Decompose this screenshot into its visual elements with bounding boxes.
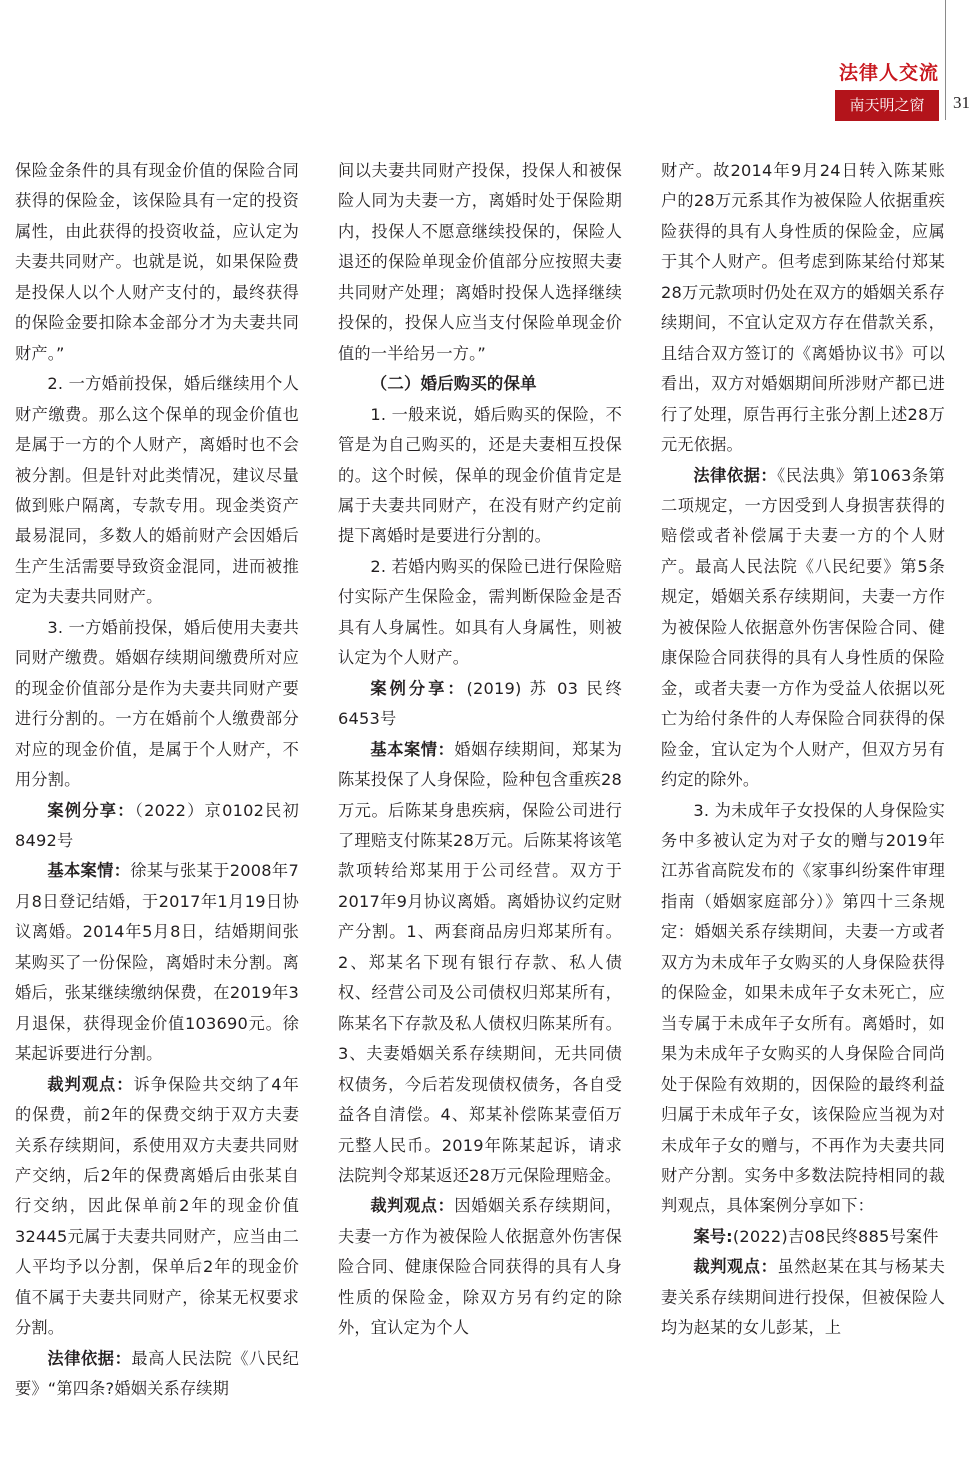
subsection-heading: （二）婚后购买的保单: [370, 374, 537, 394]
paragraph: [15, 369, 299, 613]
paragraph-text: (2019) 苏 03 民终6453号: [338, 678, 622, 729]
paragraph: [661, 796, 945, 1222]
paragraph-text: 3. 一方婚前投保，婚后使用夫妻共同财产缴费。婚姻存续期间缴费所对应的现金价值部分是作为夫妻共同财产要进行分割的。一方在婚前个人缴费部分对应的现金价值，是属于个人财产，不用分割。: [15, 617, 299, 790]
paragraph: [15, 156, 299, 369]
column-name-badge: 南天明之窗: [835, 90, 939, 121]
paragraph: [338, 156, 622, 369]
paragraph-lead: 基本案情：: [370, 739, 455, 759]
paragraph: [15, 1344, 299, 1405]
text-column-2: [338, 156, 622, 1456]
paragraph-lead: 裁判观点：: [47, 1074, 134, 1094]
paragraph-text: 财产。故2014年9月24日转入陈某账户的28万元系其作为被保险人依据重疾险获得的具有人身性质的保险金，应属于其个人财产。但考虑到陈某给付郑某28万元款项时仍处在双方的婚姻关系存续期间，不宜认定双方存在借款关系，且结合双方签订的《离婚协议书》可以看出，双方对婚姻期间所涉财产都已进行了处理，原告再行主张分割上述28万元无依据。: [661, 161, 945, 455]
paragraph-text: 2. 一方婚前投保，婚后继续用个人财产缴费。那么这个保单的现金价值也是属于一方的个人财产，离婚时也不会被分割。但是针对此类情况，建议尽量做到账户隔离，专款专用。现金类资产最易混同，多数人的婚前财产会因婚后生产生活需要导致资金混同，进而被推定为夫妻共同财产。: [15, 374, 299, 607]
paragraph-text: （2022）京0102民初8492号: [15, 800, 299, 850]
paragraph-lead: 基本案情：: [47, 861, 131, 881]
paragraph-text: (2022)吉08民终885号案件: [732, 1226, 939, 1246]
paragraph-text: 间以夫妻共同财产投保，投保人和被保险人同为夫妻一方，离婚时处于保险期内，投保人不愿意继续投保的，保险人退还的保险单现金价值部分应按照夫妻共同财产处理；离婚时投保人选择继续投保的，投保人应当支付保险单现金价值的一半给另一方。”: [338, 161, 622, 363]
paragraph: [661, 1222, 945, 1252]
paragraph-lead: 裁判观点：: [693, 1257, 778, 1277]
paragraph-lead: 案例分享：: [370, 678, 467, 698]
paragraph-text: 2. 若婚内购买的保险已进行保险赔付实际产生保险金，需判断保险金是否具有人身属性。如具有人身属性，则被认定为个人财产。: [338, 556, 622, 668]
paragraph-lead: 裁判观点：: [370, 1196, 455, 1216]
paragraph-lead: 案例分享：: [47, 800, 135, 820]
paragraph-text: 最高人民法院《八民纪要》“第四条?婚姻关系存续期: [15, 1348, 299, 1399]
paragraph: [338, 1191, 622, 1343]
paragraph: [15, 1070, 299, 1344]
paragraph: [15, 613, 299, 796]
paragraph-text: 1. 一般来说，婚后购买的保险，不管是为自己购买的，还是夫妻相互投保的。这个时候，保单的现金价值肯定是属于夫妻共同财产，在没有财产约定前提下离婚时是要进行分割的。: [338, 404, 622, 546]
paragraph: [15, 856, 299, 1069]
paragraph: [338, 552, 622, 674]
paragraph-lead: 案号:: [693, 1226, 733, 1246]
paragraph-text: 3. 为未成年子女投保的人身保险实务中多被认定为对子女的赠与2019年江苏省高院发布的《家事纠纷案件审理指南（婚姻家庭部分）》第四十三条规定：婚姻关系存续期间，夫妻一方或者双方为未成年子女购买的人身保险获得的保险金，如果未成年子女未死亡，应当专属于未成年子女所有。离婚时，如果为未成年子女购买的人身保险合同尚处于保险有效期的，因保险的最终利益归属于未成年子女，该保险应当视为对未成年子女的赠与，不再作为夫妻共同财产分割。实务中多数法院持相同的裁判观点，具体案例分享如下：: [661, 800, 945, 1216]
paragraph: [661, 156, 945, 461]
paragraph-text: 虽然赵某在其与杨某夫妻关系存续期间进行投保，但被保险人均为赵某的女儿彭某，上: [661, 1257, 945, 1338]
paragraph-lead: 法律依据：: [47, 1348, 132, 1368]
paragraph-lead: 法律依据：: [693, 465, 778, 485]
paragraph: [15, 796, 299, 857]
paragraph-text: 保险金条件的具有现金价值的保险合同获得的保险金，该保险具有一定的投资属性，由此获得的投资收益，应认定为夫妻共同财产。也就是说，如果保险费是投保人以个人财产支付的，最终获得的保险金要扣除本金部分才为夫妻共同财产。”: [15, 161, 299, 363]
paragraph: [661, 1252, 945, 1343]
header-divider: [945, 0, 946, 120]
paragraph-text: 《民法典》第1063条第二项规定，一方因受到人身损害获得的赔偿或者补偿属于夫妻一方的个人财产。最高人民法院《八民纪要》第5条规定，婚姻关系存续期间，夫妻一方作为被保险人依据意外伤害保险合同、健康保险合同获得的具有人身性质的保险金，或者夫妻一方作为受益人依据以死亡为给付条件的人寿保险合同获得的保险金，宜认定为个人财产，但双方另有约定的除外。: [661, 465, 945, 790]
text-column-1: [15, 156, 299, 1456]
paragraph-text: 诉争保险共交纳了4年的保费，前2年的保费交纳于双方夫妻关系存续期间，系使用双方夫妻共同财产交纳，后2年的保费离婚后由张某自行交纳，因此保单前2年的现金价值32445元属于夫妻共同财产，应当由二人平均予以分割，保单后2年的现金价值不属于夫妻共同财产，徐某无权要求分割。: [15, 1074, 299, 1338]
paragraph: [661, 461, 945, 796]
section-title: 法律人交流: [838, 62, 939, 84]
paragraph-text: 徐某与张某于2008年7月8日登记结婚，于2017年1月19日协议离婚。2014年5月8日，结婚期间张某购买了一份保险，离婚时未分割。离婚后，张某继续缴纳保费，在2019年3月退保，获得现金价值103690元。徐某起诉要进行分割。: [15, 861, 299, 1064]
paragraph: [338, 735, 622, 1192]
paragraph-text: 因婚姻关系存续期间，夫妻一方作为被保险人依据意外伤害保险合同、健康保险合同获得的具有人身性质的保险金，除双方另有约定的除外，宜认定为个人: [338, 1196, 622, 1338]
page-number: 31: [953, 93, 970, 112]
text-column-3: [661, 156, 945, 1456]
paragraph: [338, 674, 622, 735]
paragraph-text: 婚姻存续期间，郑某为陈某投保了人身保险，险种包含重疾28万元。后陈某身患疾病，保险公司进行了理赔支付陈某28万元。后陈某将该笔款项转给郑某用于公司经营。双方于2017年9月协议离婚。离婚协议约定财产分割。1、两套商品房归郑某所有。2、郑某名下现有银行存款、私人债权、经营公司及公司债权归郑某所有，陈某名下存款及私人债权归陈某所有。3、夫妻婚姻关系存续期间，无共同债权债务，今后若发现债权债务，各自受益各自清偿。4、郑某补偿陈某壹佰万元整人民币。2019年陈某起诉，请求法院判令郑某返还28万元保险理赔金。: [338, 739, 622, 1185]
paragraph: [338, 400, 622, 552]
